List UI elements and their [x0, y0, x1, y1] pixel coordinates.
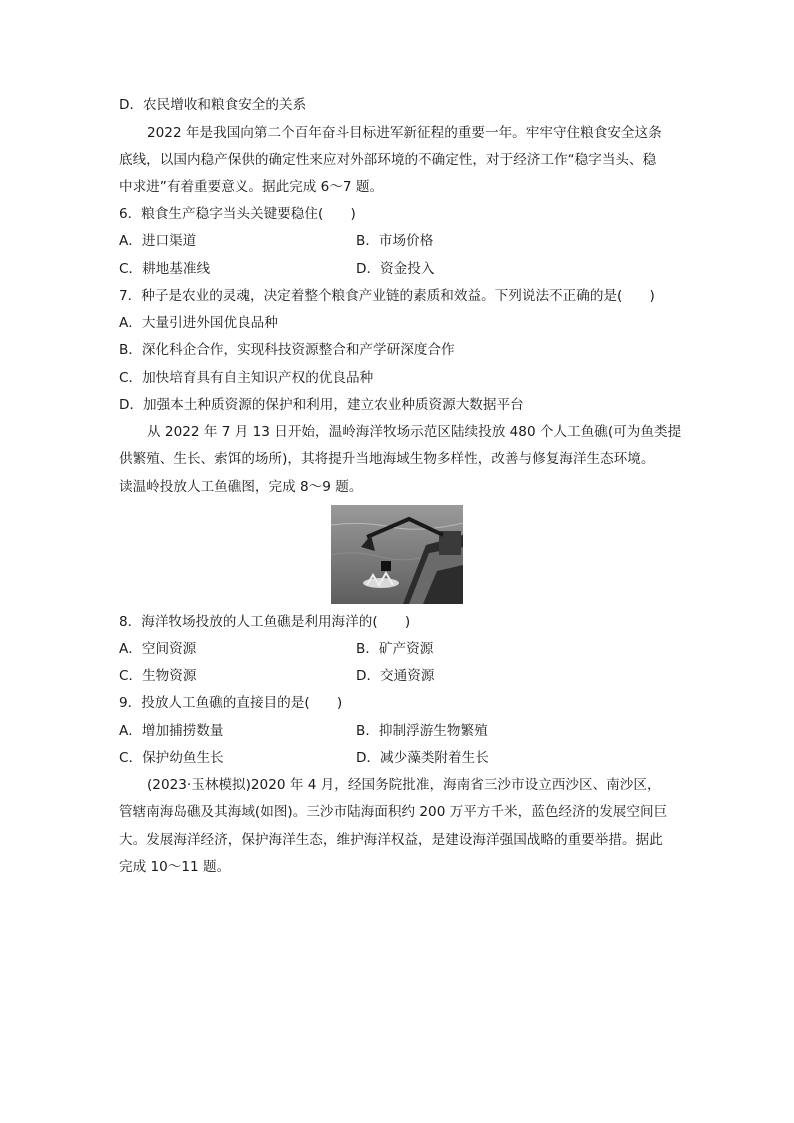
question-9-stem: 9．投放人工鱼礁的直接目的是( ) — [119, 695, 343, 711]
q8-option-d: D．交通资源 — [356, 668, 435, 684]
q7-option-c: C．加快培育具有自主知识产权的优良品种 — [119, 370, 374, 386]
passage-line: 中求进”有着重要意义。据此完成 6～7 题。 — [119, 179, 384, 195]
passage-line: 底线，以国内稳产保供的确定性来应对外部环境的不确定性，对于经济工作“稳字当头、稳 — [119, 152, 657, 168]
q7-option-b: B．深化科企合作，实现科技资源整合和产学研深度合作 — [119, 342, 455, 358]
q9-option-b: B．抑制浮游生物繁殖 — [356, 723, 488, 739]
option-d-previous: D．农民增收和粮食安全的关系 — [119, 97, 307, 113]
q6-option-a: A．进口渠道 — [119, 233, 197, 249]
question-6-stem: 6．粮食生产稳字当头关键要稳住( ) — [119, 206, 356, 222]
q7-option-d: D．加强本土种质资源的保护和利用，建立农业种质资源大数据平台 — [119, 397, 524, 413]
passage-line: 2022 年是我国向第二个百年奋斗目标进军新征程的重要一年。牢牢守住粮食安全这条 — [147, 125, 662, 141]
passage-line: 管辖南海岛礁及其海域(如图)。三沙市陆海面积约 200 万平方千米，蓝色经济的发展空间巨 — [119, 804, 668, 820]
passage-line: (2023·玉林模拟)2020 年 4 月，经国务院批准，海南省三沙市设立西沙区、南沙区， — [147, 777, 661, 793]
question-7-stem: 7．种子是农业的灵魂，决定着整个粮食产业链的素质和效益。下列说法不正确的是( ) — [119, 288, 655, 304]
q8-option-a: A．空间资源 — [119, 641, 197, 657]
q6-option-b: B．市场价格 — [356, 233, 434, 249]
passage-line: 供繁殖、生长、索饵的场所)，其将提升当地海域生物多样性，改善与修复海洋生态环境。 — [119, 451, 655, 467]
question-8-stem: 8．海洋牧场投放的人工鱼礁是利用海洋的( ) — [119, 614, 411, 630]
q9-option-c: C．保护幼鱼生长 — [119, 750, 224, 766]
q6-option-c: C．耕地基准线 — [119, 261, 211, 277]
q7-option-a: A．大量引进外国优良品种 — [119, 315, 278, 331]
q9-option-a: A．增加捕捞数量 — [119, 723, 224, 739]
q8-option-c: C．生物资源 — [119, 668, 197, 684]
passage-line: 读温岭投放人工鱼礁图，完成 8～9 题。 — [119, 479, 363, 495]
passage-line: 大。发展海洋经济，保护海洋生态，维护海洋权益，是建设海洋强国战略的重要举措。据此 — [119, 832, 663, 848]
artificial-reef-photo — [331, 505, 463, 604]
passage-line: 从 2022 年 7 月 13 日开始，温岭海洋牧场示范区陆续投放 480 个人工鱼礁(可为鱼类提 — [147, 424, 682, 440]
passage-line: 完成 10～11 题。 — [119, 859, 231, 875]
q8-option-b: B．矿产资源 — [356, 641, 434, 657]
q9-option-d: D．减少藻类附着生长 — [356, 750, 489, 766]
q6-option-d: D．资金投入 — [356, 261, 435, 277]
